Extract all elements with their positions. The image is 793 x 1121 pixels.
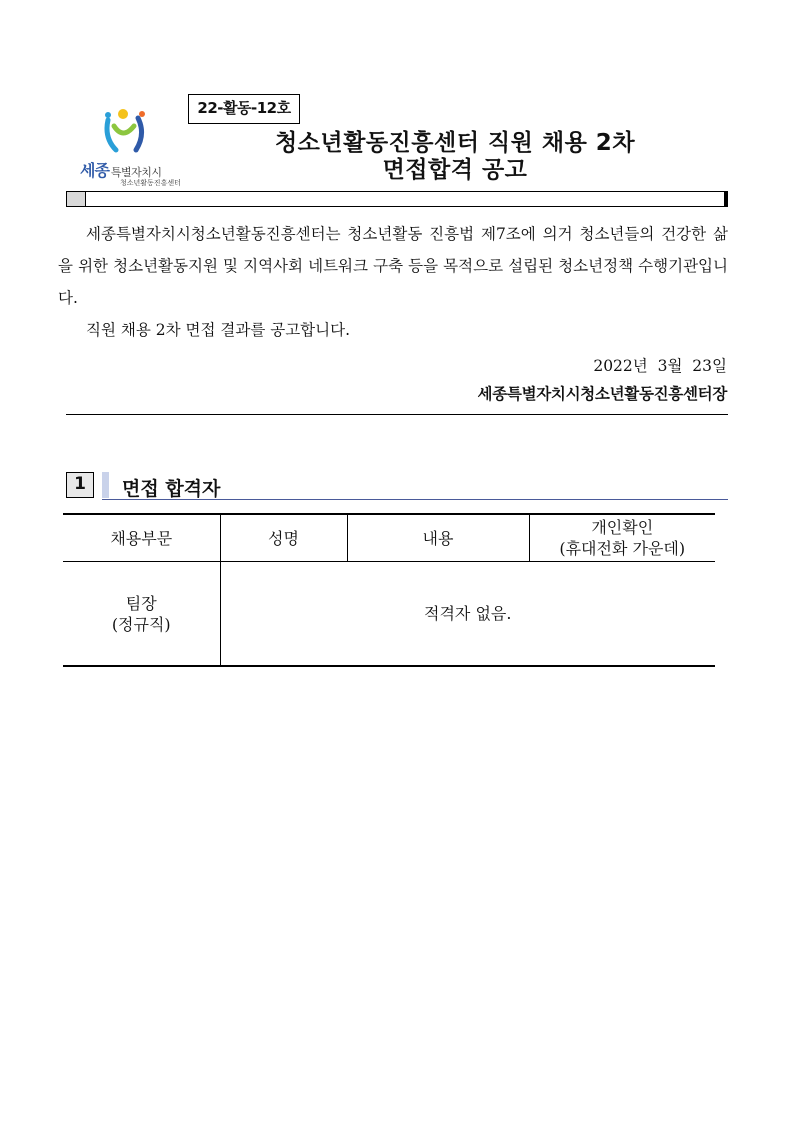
body-paragraph-1: 세종특별자치시청소년활동진흥센터는 청소년활동 진흥법 제7조에 의거 청소년들의 건강한 삶을 위한 청소년활동지원 및 지역사회 네트워크 구축 등을 목적으로 설립된 청소년정책 수행기관입니다. [58, 225, 728, 307]
logo-org-name: 청소년활동진흥센터 [120, 179, 181, 187]
interview-result-table [63, 513, 715, 667]
section-title: 면접 합격자 [122, 478, 221, 500]
section-underline [102, 499, 728, 500]
logo-city-small: 특별자치시 [110, 166, 162, 179]
signer-name: 세종특별자치시청소년활동진흥센터장 [477, 385, 727, 403]
table-header-row [63, 514, 715, 562]
column-header-content: 내용 [347, 514, 529, 562]
title-divider-bar [66, 191, 728, 207]
logo-city-big: 세종 [80, 161, 109, 180]
title-line-2: 면접합격 공고 [382, 157, 528, 183]
section-accent-bar [102, 472, 109, 498]
body-paragraph-2: 직원 채용 2차 면접 결과를 공고합니다. [86, 321, 351, 339]
column-header-dept: 채용부문 [110, 528, 173, 548]
section-header [66, 470, 728, 500]
title-line-1: 청소년활동진흥센터 직원 채용 2차 [274, 130, 636, 156]
document-number: 22-활동-12호 [188, 94, 300, 124]
column-header-name: 성명 [220, 514, 347, 562]
cell-result-note: 적격자 없음. [220, 562, 715, 667]
cell-dept: 팀장 (정규직) [111, 593, 171, 634]
section-number: 1 [66, 472, 94, 498]
announcement-date: 2022년 3월 23일 [593, 357, 727, 375]
column-header-identity: 개인확인 (휴대전화 가운데) [529, 514, 715, 562]
signature-divider [66, 414, 728, 415]
sejong-people-logo-icon [102, 108, 152, 156]
organization-logo [72, 108, 202, 188]
announcement-body [58, 218, 728, 346]
document-title [220, 130, 690, 184]
table-row [63, 562, 715, 667]
